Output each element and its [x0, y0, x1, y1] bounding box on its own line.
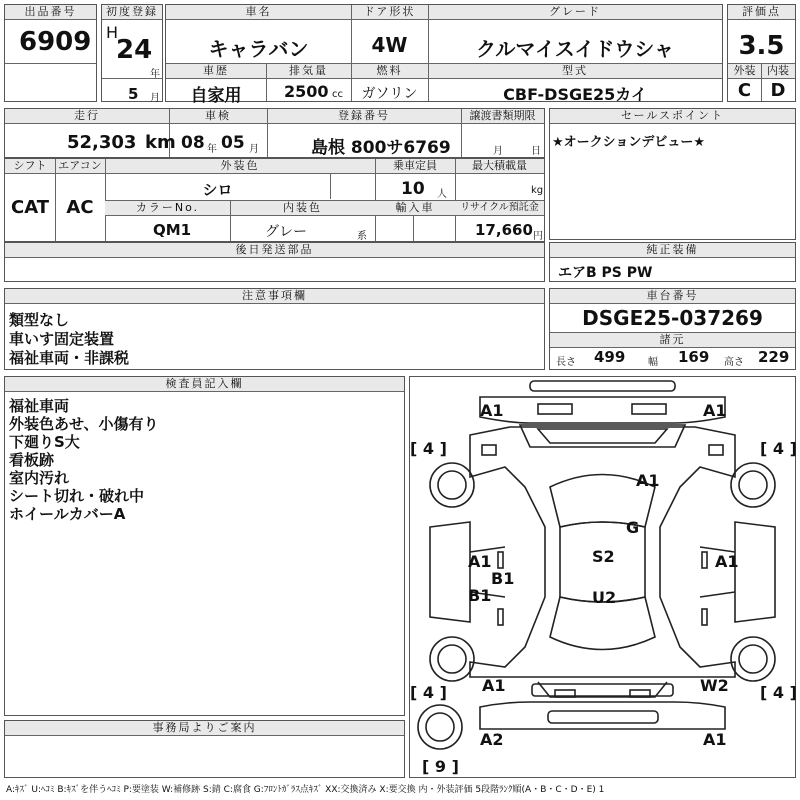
inspection-label: 車検 — [169, 109, 267, 124]
damage-mark: A1 — [482, 676, 506, 695]
exterior-label: 外装 — [728, 64, 761, 79]
inspector-label: 検査員記入欄 — [5, 377, 404, 392]
recycle-unit: 円 — [533, 231, 543, 242]
notes-line: 類型なし — [9, 311, 70, 329]
damage-mark: [ 4 ] — [410, 439, 447, 458]
notes-label: 注意事項欄 — [5, 289, 544, 304]
int-color-unit: 系 — [357, 231, 367, 242]
reg-month: 5 — [128, 85, 139, 103]
damage-mark: G — [626, 518, 640, 537]
car-info-box — [165, 4, 723, 106]
int-color: グレー — [265, 224, 307, 240]
history: 自家用 — [190, 86, 242, 106]
grade-label: グレード — [428, 5, 722, 20]
height-label: 高さ — [724, 357, 744, 368]
reg-number: 島根 800サ6769 — [311, 138, 451, 158]
damage-mark: A1 — [636, 471, 660, 490]
car-name-label: 車名 — [166, 5, 351, 20]
max-load-label: 最大積載量 — [455, 159, 544, 174]
office-label: 事務局よりご案内 — [5, 721, 404, 736]
chassis-number: DSGE25-037269 — [582, 306, 763, 330]
notes-line: 車いす固定装置 — [9, 330, 115, 348]
inspection-year-unit: 年 — [207, 144, 217, 155]
later-parts-box — [4, 242, 545, 282]
chassis-label: 車台番号 — [550, 289, 795, 304]
inspector-line: シート切れ・破れ中 — [9, 487, 145, 505]
fuel: ガソリン — [361, 86, 418, 102]
office-box — [4, 720, 405, 778]
inspector-line: 下廻りS大 — [9, 433, 80, 451]
damage-mark: [ 4 ] — [410, 683, 447, 702]
sales-point-box — [549, 108, 796, 240]
sales-point-label: セールスポイント — [550, 109, 795, 124]
year-unit: 年 — [150, 69, 160, 80]
score-box — [727, 4, 796, 102]
recycle-fee: 17,660 — [475, 221, 533, 239]
length: 499 — [594, 348, 626, 366]
car-diagram — [410, 377, 795, 777]
damage-mark: [ 4 ] — [760, 439, 797, 458]
damage-mark: [ 9 ] — [422, 757, 459, 776]
capacity-label: 乗車定員 — [375, 159, 455, 174]
equipment-value: エアB PS PW — [558, 265, 653, 281]
model: CBF-DSGE25カイ — [503, 85, 647, 104]
vehicle-detail-row — [4, 158, 545, 242]
history-label: 車歴 — [166, 64, 266, 79]
spec-label: 諸元 — [550, 332, 795, 348]
notes-line: 福祉車両・非課税 — [9, 349, 130, 367]
capacity-unit: 人 — [437, 189, 447, 200]
displacement-label: 排気量 — [266, 64, 351, 79]
damage-mark: S2 — [592, 547, 615, 566]
grade: クルマイスイドウシャ — [476, 37, 674, 61]
damage-mark: A1 — [468, 552, 492, 571]
transfer-month-unit: 月 — [493, 146, 503, 157]
capacity: 10 — [401, 179, 425, 199]
mileage-label: 走行 — [5, 109, 169, 124]
displacement-unit: cc — [332, 89, 343, 100]
lot-number-box — [4, 4, 97, 102]
shift: CAT — [10, 197, 50, 218]
month-unit: 月 — [150, 93, 160, 104]
chassis-box — [549, 288, 796, 370]
door-type: 4W — [371, 33, 408, 57]
damage-mark: A1 — [480, 401, 504, 420]
interior-label: 内装 — [761, 64, 795, 79]
car-name: キャラバン — [208, 37, 309, 61]
int-color-label: 内装色 — [230, 201, 375, 216]
recycle-label: リサイクル預託金 — [455, 201, 544, 216]
inspector-line: ホイールカバーA — [9, 505, 126, 523]
score-label: 評価点 — [728, 5, 795, 20]
color-no-label: カラーNo. — [105, 201, 230, 216]
sales-point-text: ★オークションデビュー★ — [552, 135, 706, 150]
mileage: 52,303 — [67, 132, 137, 153]
equipment-box — [549, 242, 796, 282]
model-label: 型式 — [428, 64, 722, 79]
damage-mark: [ 4 ] — [760, 683, 797, 702]
inspector-line: 看板跡 — [9, 451, 55, 469]
ext-color-label: 外装色 — [105, 159, 375, 174]
ac-label: エアコン — [55, 159, 105, 174]
later-parts-label: 後日発送部品 — [5, 243, 544, 258]
reg-year: 24 — [116, 35, 153, 65]
fuel-label: 燃料 — [351, 64, 428, 79]
equipment-label: 純正装備 — [550, 243, 795, 258]
damage-mark: B1 — [491, 569, 515, 588]
import-label: 輸入車 — [375, 201, 455, 216]
mileage-unit: km — [145, 132, 176, 153]
width-label: 幅 — [648, 357, 658, 368]
transfer-label: 譲渡書類期限 — [461, 109, 544, 124]
damage-mark: U2 — [592, 588, 617, 607]
damage-diagram-box — [409, 376, 796, 778]
legend: A:ｷｽﾞ U:ﾍｺﾐ B:ｷｽﾞを伴うﾍｺﾐ P:要塗装 W:補修跡 S:錆 C:腐食 G:ﾌﾛﾝﾄｶﾞﾗｽ点ｷｽﾞ XX:交換済み X:要交換 内・外装評価 5段階ﾗﾝｸ順(A・B・C・D・E) 1 — [6, 785, 605, 795]
displacement: 2500 — [284, 82, 329, 101]
damage-mark: B1 — [468, 586, 492, 605]
shift-label: シフト — [5, 159, 55, 174]
interior-grade: D — [770, 80, 786, 101]
inspection-year: 08 — [181, 133, 205, 153]
notes-box — [4, 288, 545, 370]
exterior-grade: C — [737, 80, 752, 101]
inspector-line: 外装色あせ、小傷有り — [9, 415, 159, 433]
damage-mark: A1 — [715, 552, 739, 571]
transfer-day-unit: 日 — [531, 146, 541, 157]
air-conditioner: AC — [66, 197, 94, 218]
era: H — [106, 23, 119, 42]
lot-number: 6909 — [19, 27, 92, 57]
lot-number-label: 出品番号 — [5, 5, 96, 20]
inspection-month: 05 — [221, 133, 245, 153]
first-registration-box — [101, 4, 163, 102]
reg-number-label: 登録番号 — [267, 109, 461, 124]
inspector-line: 室内汚れ — [9, 469, 70, 487]
color-no: QM1 — [153, 221, 192, 239]
max-load-unit: kg — [531, 185, 544, 196]
length-label: 長さ — [556, 357, 576, 368]
door-label: ドア形状 — [351, 5, 428, 20]
ext-color: シロ — [202, 181, 233, 199]
width: 169 — [678, 348, 710, 366]
inspection-month-unit: 月 — [249, 144, 259, 155]
damage-mark: W2 — [700, 676, 729, 695]
inspector-box — [4, 376, 405, 716]
damage-mark: A1 — [703, 401, 727, 420]
registration-row — [4, 108, 545, 158]
height: 229 — [758, 348, 790, 366]
score: 3.5 — [738, 31, 785, 61]
damage-mark: A1 — [703, 730, 727, 749]
first-registration-label: 初度登録 — [102, 5, 162, 20]
inspector-line: 福祉車両 — [9, 397, 70, 415]
damage-mark: A2 — [480, 730, 504, 749]
